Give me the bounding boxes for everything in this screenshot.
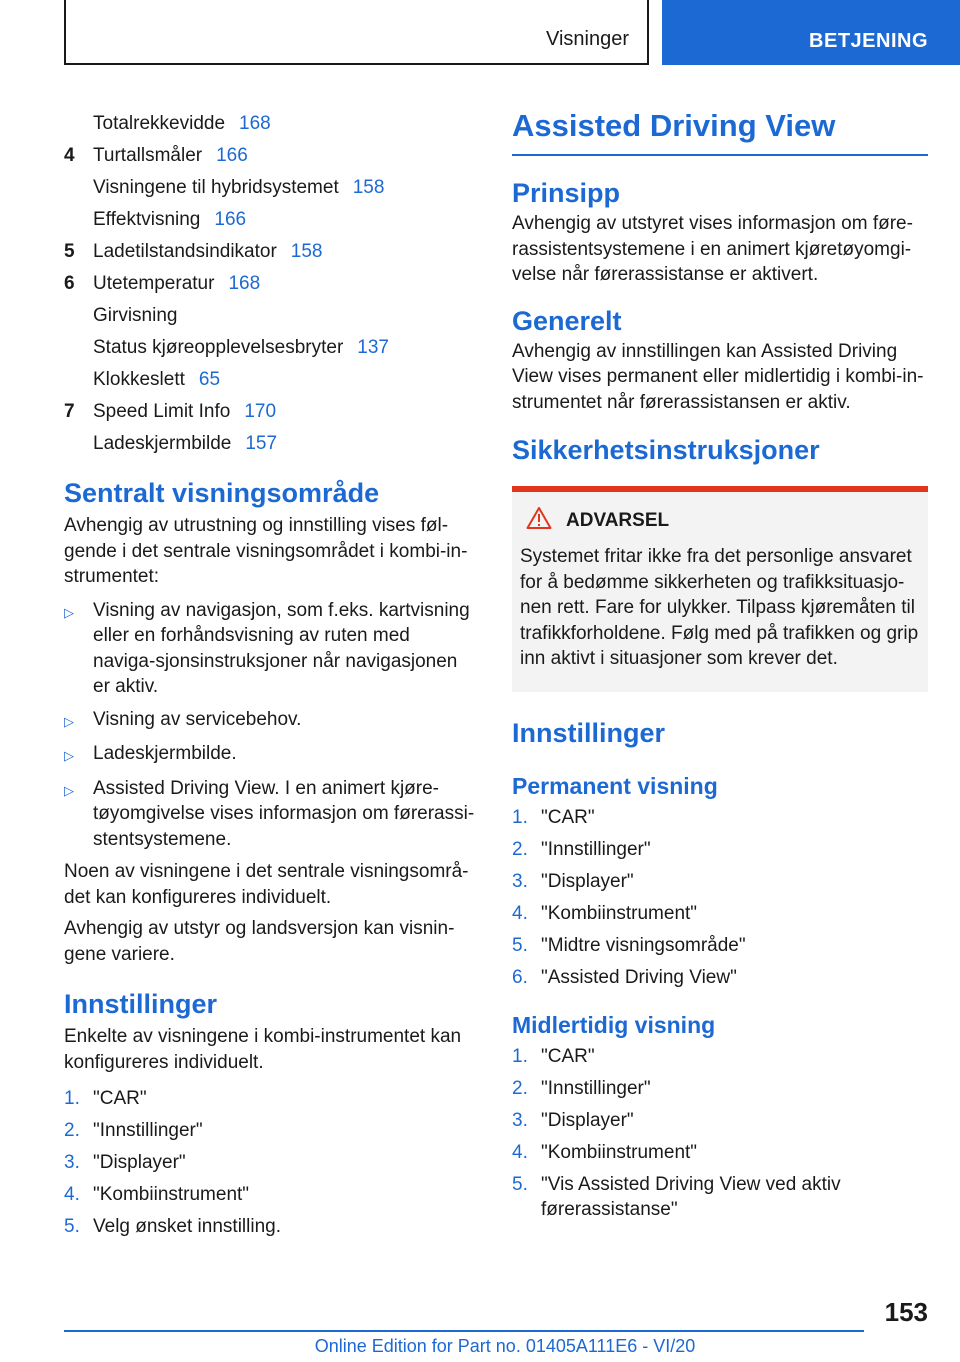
step-item bbox=[512, 866, 928, 898]
bullet-item bbox=[64, 598, 476, 700]
index-number: 6 bbox=[64, 273, 75, 294]
index-label: Effektvisning bbox=[93, 209, 201, 230]
step-number: 4. bbox=[512, 1141, 528, 1163]
safety-heading: Sikkerhetsinstruksjoner bbox=[512, 435, 820, 465]
bullet-item bbox=[64, 776, 476, 853]
step-item bbox=[512, 898, 928, 930]
index-label: Turtallsmåler bbox=[93, 145, 203, 166]
bullet-triangle-icon: ▷ bbox=[64, 748, 74, 763]
index-page-link[interactable]: 65 bbox=[198, 369, 221, 390]
central-display-intro: Avhengig av utrustning og innstilling vises føl-gende i det sentrale visningsområdet i kombi-in-strumentet: bbox=[64, 515, 468, 587]
step-item bbox=[512, 1137, 928, 1169]
temporary-view-steps bbox=[512, 1041, 928, 1223]
general-text: Avhengig av innstillingen kan Assisted Driving View vises permanent eller midlertidig i kombi-in-strumentet når førerassistansen er aktiv. bbox=[512, 340, 924, 413]
index-page-link[interactable]: 158 bbox=[352, 177, 385, 198]
step-text: "Midtre visningsområde" bbox=[541, 934, 746, 956]
step-item bbox=[512, 1169, 928, 1223]
step-item bbox=[512, 1105, 928, 1137]
step-number: 6. bbox=[512, 966, 528, 988]
index-row bbox=[64, 364, 476, 396]
index-number: 5 bbox=[64, 241, 75, 262]
bullet-text: Visning av servicebehov. bbox=[93, 708, 302, 730]
index-label: Girvisning bbox=[93, 305, 178, 326]
step-item bbox=[64, 1115, 476, 1147]
step-text: Velg ønsket innstilling. bbox=[93, 1216, 281, 1237]
index-label: Totalrekkevidde bbox=[93, 113, 226, 134]
temporary-view-heading: Midlertidig visning bbox=[512, 1011, 716, 1038]
step-text: "Innstillinger" bbox=[541, 838, 651, 860]
footer-edition: Online Edition for Part no. 01405A111E6 - VI/20 bbox=[314, 1336, 696, 1356]
step-number: 3. bbox=[64, 1152, 80, 1173]
index-page-link[interactable]: 166 bbox=[216, 145, 248, 166]
settings-heading-right: Innstillinger bbox=[512, 717, 666, 748]
step-text: "CAR" bbox=[541, 806, 595, 828]
step-item bbox=[512, 802, 928, 834]
index-row bbox=[64, 140, 476, 172]
bullet-triangle-icon: ▷ bbox=[64, 782, 74, 798]
index-label: Visningene til hybridsystemet bbox=[93, 177, 339, 198]
step-text: "CAR" bbox=[93, 1088, 147, 1109]
index-label: Utetemperatur bbox=[93, 273, 215, 294]
index-page-link[interactable]: 168 bbox=[228, 273, 261, 294]
step-item bbox=[512, 962, 928, 994]
bullet-triangle-icon: ▷ bbox=[64, 604, 74, 620]
step-text: "Innstillinger" bbox=[541, 1077, 651, 1099]
index-row bbox=[64, 204, 476, 236]
step-number: 5. bbox=[512, 934, 528, 956]
warning-triangle-icon bbox=[526, 506, 558, 536]
index-page-link[interactable]: 157 bbox=[245, 433, 278, 454]
bullet-triangle-icon: ▷ bbox=[64, 713, 74, 729]
step-item bbox=[512, 834, 928, 866]
header-chapter-title: BETJENING bbox=[809, 30, 928, 52]
index-row bbox=[64, 268, 476, 300]
step-item bbox=[512, 930, 928, 962]
index-page-link[interactable]: 170 bbox=[244, 401, 277, 422]
left-column bbox=[64, 108, 476, 1243]
index-number: 4 bbox=[64, 145, 75, 166]
index-page-link[interactable]: 137 bbox=[357, 337, 389, 358]
index-label: Klokkeslett bbox=[93, 369, 185, 390]
step-number: 3. bbox=[512, 1109, 528, 1131]
central-display-heading: Sentralt visningsområde bbox=[64, 478, 380, 508]
index-row bbox=[64, 428, 476, 460]
bullet-text: Assisted Driving View. I en animert kjøre-tøyomgivelse vises informasjon om førerassi-stentsystemene. bbox=[93, 777, 475, 850]
step-item bbox=[64, 1147, 476, 1179]
index-row bbox=[64, 108, 476, 140]
bullet-text: Visning av navigasjon, som f.eks. kartvisning eller en forhåndsvisning av ruten med naviga-sjonsinstruksjoner når navigasjonen er aktiv. bbox=[93, 599, 470, 697]
step-number: 2. bbox=[512, 1077, 528, 1099]
index-number: 7 bbox=[64, 401, 75, 422]
index-page-link[interactable]: 166 bbox=[214, 209, 247, 230]
index-row bbox=[64, 300, 476, 332]
step-text: "Displayer" bbox=[93, 1152, 186, 1173]
permanent-view-heading: Permanent visning bbox=[512, 772, 718, 799]
step-text: "Innstillinger" bbox=[93, 1120, 203, 1141]
index-row bbox=[64, 172, 476, 204]
step-item bbox=[512, 1073, 928, 1105]
index-label: Status kjøreopplevelsesbryter bbox=[93, 337, 344, 358]
principle-text: Avhengig av utstyret vises informasjon om føre-rassistentsystemene i en animert kjøretøyomgi-velse når førerassistanse er aktivert. bbox=[512, 213, 913, 285]
central-display-paragraph-3: Avhengig av utstyr og landsversjon kan visnin-gene variere. bbox=[64, 918, 455, 965]
step-number: 1. bbox=[512, 806, 528, 828]
general-heading: Generelt bbox=[512, 305, 622, 336]
page-number: 153 bbox=[884, 1297, 928, 1327]
step-number: 1. bbox=[512, 1045, 528, 1067]
warning-header bbox=[520, 506, 920, 536]
bullet-item bbox=[64, 741, 476, 769]
index-list bbox=[64, 108, 476, 460]
step-number: 1. bbox=[64, 1088, 80, 1109]
central-display-bullets bbox=[64, 598, 476, 853]
warning-text: Systemet fritar ikke fra det personlige ansvaret for å bedømme sikkerheten og trafikksituasjo-nen rett. Fare for ulykker. Tilpass kjøremåten til trafikkforholdene. Følg med på trafikken og grip inn aktivt i situasjoner som krever det. bbox=[520, 546, 919, 669]
step-item bbox=[64, 1179, 476, 1211]
step-text: "Vis Assisted Driving View ved aktiv førerassistanse" bbox=[541, 1173, 841, 1220]
index-row bbox=[64, 332, 476, 364]
step-item bbox=[64, 1083, 476, 1115]
settings-steps bbox=[64, 1083, 476, 1243]
header-chapter-tab bbox=[662, 0, 960, 65]
principle-heading: Prinsipp bbox=[512, 178, 621, 208]
step-number: 2. bbox=[512, 838, 528, 860]
step-text: "Assisted Driving View" bbox=[541, 966, 737, 988]
step-text: "CAR" bbox=[541, 1045, 595, 1067]
footer-divider bbox=[64, 1330, 864, 1332]
header-section-title: Visninger bbox=[545, 28, 629, 50]
header-section-box bbox=[64, 0, 649, 65]
step-number: 2. bbox=[64, 1120, 80, 1141]
step-number: 5. bbox=[512, 1173, 528, 1195]
index-label: Speed Limit Info bbox=[93, 401, 231, 422]
step-item bbox=[512, 1041, 928, 1073]
settings-intro: Enkelte av visningene i kombi-instrumentet kan konfigureres individuelt. bbox=[64, 1026, 462, 1073]
right-column bbox=[512, 108, 928, 1223]
permanent-view-steps bbox=[512, 802, 928, 994]
step-number: 5. bbox=[64, 1216, 80, 1237]
index-row bbox=[64, 396, 476, 428]
step-text: "Kombiinstrument" bbox=[541, 1141, 698, 1163]
warning-label: ADVARSEL bbox=[566, 510, 670, 531]
step-number: 4. bbox=[512, 902, 528, 924]
index-row bbox=[64, 236, 476, 268]
warning-box bbox=[512, 486, 928, 692]
page-title: Assisted Driving View bbox=[512, 108, 928, 156]
step-text: "Displayer" bbox=[541, 870, 634, 892]
step-item bbox=[64, 1211, 476, 1243]
step-text: "Kombiinstrument" bbox=[93, 1184, 250, 1205]
bullet-text: Ladeskjermbilde. bbox=[93, 743, 237, 764]
settings-heading-left: Innstillinger bbox=[64, 989, 218, 1019]
central-display-paragraph-2: Noen av visningene i det sentrale visningsområ-det kan konfigureres individuelt. bbox=[64, 861, 469, 908]
step-number: 3. bbox=[512, 870, 528, 892]
bullet-item bbox=[64, 707, 476, 735]
step-text: "Kombiinstrument" bbox=[541, 902, 698, 924]
step-text: "Displayer" bbox=[541, 1109, 634, 1131]
index-label: Ladeskjermbilde bbox=[93, 433, 232, 454]
step-number: 4. bbox=[64, 1184, 80, 1205]
index-label: Ladetilstandsindikator bbox=[93, 241, 277, 262]
index-page-link[interactable]: 158 bbox=[290, 241, 323, 262]
index-page-link[interactable]: 168 bbox=[239, 113, 271, 134]
